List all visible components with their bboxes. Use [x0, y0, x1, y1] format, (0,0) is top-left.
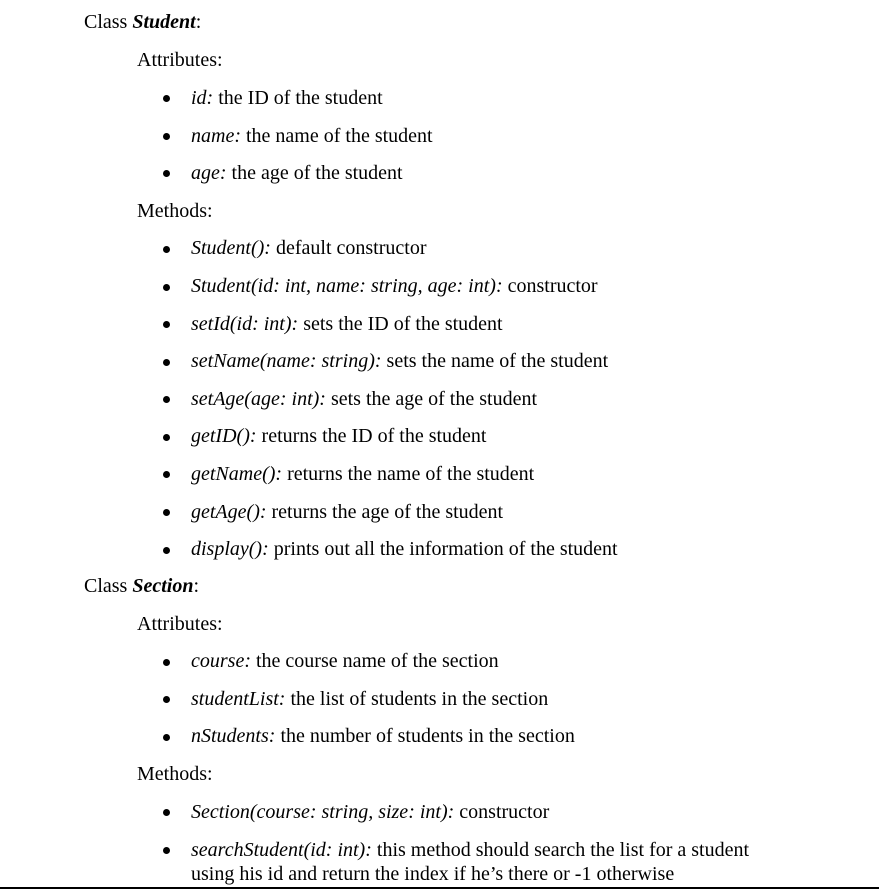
item-desc: prints out all the information of the student	[268, 538, 618, 560]
item-term: Student(id: int, name: string, age: int):	[191, 275, 503, 297]
item-desc: the list of students in the section	[285, 688, 549, 710]
item-desc: the number of students in the section	[275, 725, 575, 747]
bullet-icon	[163, 471, 170, 478]
list-item-continuation: using his id and return the index if he’s there or -1 otherwise	[191, 863, 675, 885]
item-desc: constructor	[454, 801, 550, 823]
item-term: setId(id: int):	[191, 313, 299, 335]
list-item-method	[191, 500, 503, 524]
item-term: age:	[191, 162, 227, 184]
item-term: studentList:	[191, 688, 286, 710]
item-term: getName():	[191, 463, 283, 485]
bullet-icon	[163, 284, 170, 291]
list-item-attribute	[191, 124, 433, 148]
item-desc: returns the age of the student	[266, 501, 504, 523]
bullet-icon	[163, 659, 170, 666]
item-desc: the age of the student	[226, 162, 403, 184]
item-term: name:	[191, 125, 241, 147]
item-desc: constructor	[502, 275, 598, 297]
item-desc: the name of the student	[240, 125, 433, 147]
item-desc: sets the age of the student	[325, 388, 538, 410]
item-desc: the course name of the section	[250, 650, 499, 672]
list-item-attribute	[191, 687, 548, 711]
attributes-label: Attributes:	[137, 49, 223, 71]
bullet-icon	[163, 321, 170, 328]
bullet-icon	[163, 847, 170, 854]
item-desc: returns the name of the student	[282, 463, 535, 485]
list-item-method	[191, 462, 534, 486]
item-term: searchStudent(id: int):	[191, 839, 372, 861]
class-name: Section	[132, 575, 194, 597]
methods-label: Methods:	[137, 763, 213, 785]
class-name: Student	[132, 11, 196, 33]
item-term: nStudents:	[191, 725, 276, 747]
list-item-method	[191, 537, 618, 561]
list-item-method	[191, 349, 608, 373]
list-item-attribute	[191, 649, 499, 673]
item-desc: returns the ID of the student	[256, 425, 487, 447]
class-suffix: :	[195, 11, 202, 33]
item-desc: sets the name of the student	[381, 350, 609, 372]
bullet-icon	[163, 359, 170, 366]
list-item-method	[191, 236, 426, 260]
item-desc: the ID of the student	[213, 87, 383, 109]
page-bottom-border	[0, 887, 879, 889]
bullet-icon	[163, 547, 170, 554]
item-term: display():	[191, 538, 269, 560]
class-heading-section	[84, 574, 199, 598]
item-term: course:	[191, 650, 251, 672]
class-heading-student	[84, 10, 201, 34]
class-suffix: :	[193, 575, 200, 597]
bullet-icon	[163, 696, 170, 703]
list-item-method	[191, 274, 598, 298]
item-term: id:	[191, 87, 214, 109]
list-item-method	[191, 800, 549, 824]
class-prefix: Class	[84, 11, 133, 33]
item-term: setName(name: string):	[191, 350, 382, 372]
list-item-attribute	[191, 724, 575, 748]
bullet-icon	[163, 509, 170, 516]
list-item-attribute	[191, 161, 403, 185]
bullet-icon	[163, 396, 170, 403]
list-item-method	[191, 312, 503, 336]
list-item-method	[191, 387, 537, 411]
bullet-icon	[163, 734, 170, 741]
bullet-icon	[163, 246, 170, 253]
item-term: setAge(age: int):	[191, 388, 326, 410]
item-term: getID():	[191, 425, 257, 447]
item-desc: default constructor	[270, 237, 427, 259]
bullet-icon	[163, 95, 170, 102]
list-item-method	[191, 424, 486, 448]
bullet-icon	[163, 434, 170, 441]
bullet-icon	[163, 170, 170, 177]
list-item-method	[191, 838, 749, 862]
item-desc: sets the ID of the student	[298, 313, 503, 335]
class-prefix: Class	[84, 575, 133, 597]
bullet-icon	[163, 809, 170, 816]
item-term: Section(course: string, size: int):	[191, 801, 455, 823]
item-term: getAge():	[191, 501, 267, 523]
item-desc: this method should search the list for a student	[371, 839, 750, 861]
list-item-attribute	[191, 86, 383, 110]
item-term: Student():	[191, 237, 271, 259]
attributes-label: Attributes:	[137, 613, 223, 635]
methods-label: Methods:	[137, 200, 213, 222]
bullet-icon	[163, 133, 170, 140]
